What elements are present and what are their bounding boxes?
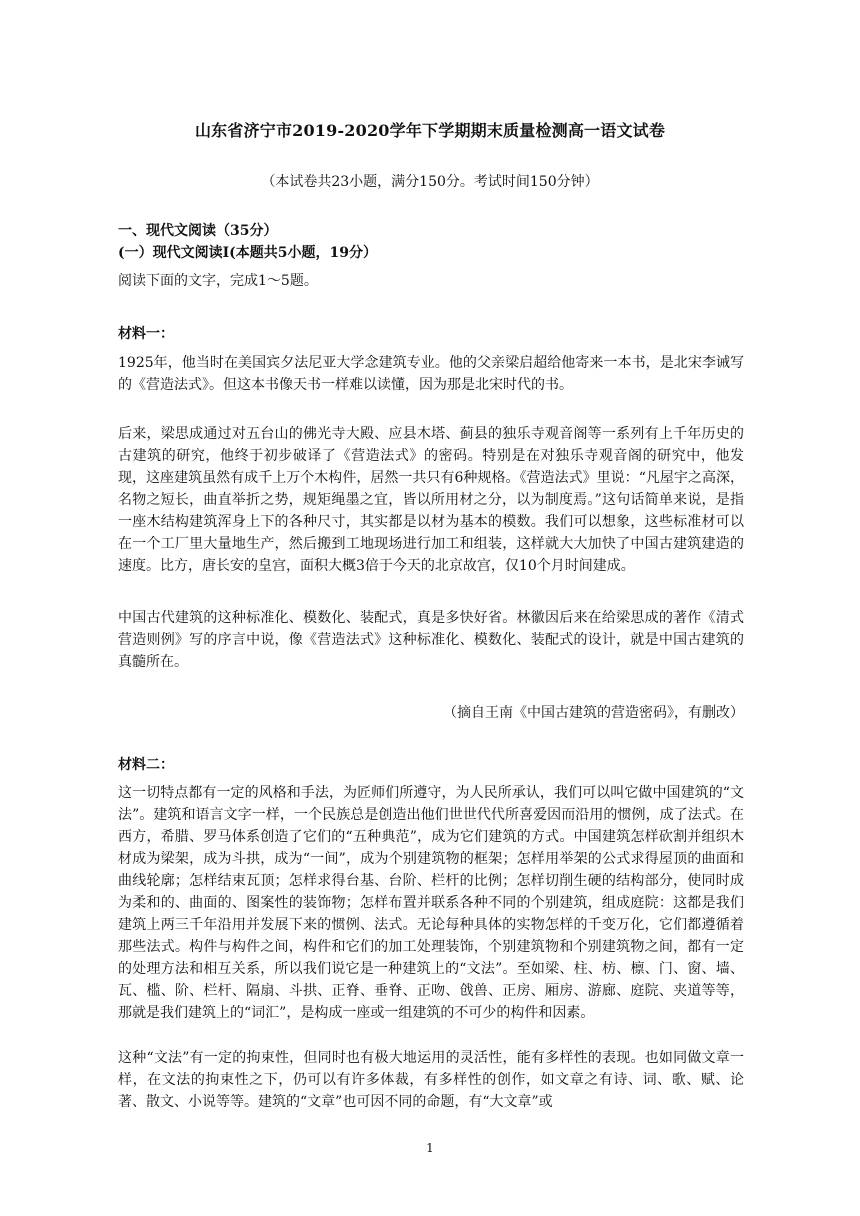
- material-two-paragraph: 这种“文法”有一定的拘束性，但同时也有极大地运用的灵活性，能有多样性的表现。也如同做文章一样，在文法的拘束性之下，仍可以有许多体裁，有多样性的创作，如文章之有诗、词、歌、赋、论著、散文、小说等等。建筑的“文章”也可因不同的命题，有“大文章”或: [118, 1050, 744, 1110]
- page-number: 1: [426, 1141, 434, 1155]
- instruction-text: 阅读下面的文字，完成1～5题。: [118, 273, 318, 289]
- material-one-paragraph: 中国古代建筑的这种标准化、模数化、装配式，真是多快好省。林徽因后来在给梁思成的著作《清式营造则例》写的序言中说，像《营造法式》这种标准化、模数化、装配式的设计，就是中国古建筑的真髓所在。: [118, 610, 744, 670]
- document-subtitle: （本试卷共23小题，满分150分。考试时间150分钟）: [261, 174, 599, 190]
- material-two-label: 材料二：: [118, 757, 174, 773]
- document-title: 山东省济宁市2019-2020学年下学期期末质量检测高一语文试卷: [194, 121, 666, 140]
- subsection-heading: (一）现代文阅读Ⅰ(本题共5小题，19分）: [118, 245, 378, 261]
- material-one-source: （摘自王南《中国古建筑的营造密码》，有删改）: [443, 705, 744, 721]
- material-two-paragraph: 这一切特点都有一定的风格和手法，为匠师们所遵守，为人民所承认，我们可以叫它做中国建筑的“文法”。建筑和语言文字一样，一个民族总是创造出他们世世代代所喜爱因而沿用的惯例，成了法式。在西方，希腊、罗马体系创造了它们的“五种典范”，成为它们建筑的方式。中国建筑怎样砍割并组织木材成为梁架，成为斗拱，成为“一间”，成为个别建筑物的框架；怎样用举架的公式求得屋顶的曲面和曲线轮廓；怎样结束瓦顶；怎样求得台基、台阶、栏杆的比例；怎样切削生硬的结构部分，使同时成为柔和的、曲面的、图案性的装饰物；怎样布置并联系各种不同的个别建筑，组成庭院：这都是我们建筑上两三千年沿用并发展下来的惯例、法式。无论每种具体的实物怎样的千变万化，它们都遵循着那些法式。构件与构件之间，构件和它们的加工处理装饰，个别建筑物和个别建筑物之间，都有一定的处理方法和相互关系，所以我们说它是一种建筑上的“文法”。至如梁、柱、枋、檩、门、窗、墙、瓦、槛、阶、栏杆、隔扇、斗拱、正脊、垂脊、正吻、戗兽、正房、厢房、游廊、庭院、夹道等等，那就是我们建筑上的“词汇”，是构成一座或一组建筑的不可少的构件和因素。: [118, 785, 744, 1021]
- material-one-paragraph: 后来，梁思成通过对五台山的佛光寺大殿、应县木塔、蓟县的独乐寺观音阁等一系列有上千年历史的古建筑的研究，他终于初步破译了《营造法式》的密码。特别是在对独乐寺观音阁的研究中，他发现，这座建筑虽然有成千上万个木构件，居然一共只有6种规格。《营造法式》里说：“凡屋宇之高深，名物之短长，曲直举折之势，规矩绳墨之宜，皆以所用材之分，以为制度焉。”这句话简单来说，是指一座木结构建筑浑身上下的各种尺寸，其实都是以材为基本的模数。我们可以想象，这些标准材可以在一个工厂里大量地生产，然后搬到工地现场进行加工和组装，这样就大大加快了中国古建筑建造的速度。比方，唐长安的皇宫，面积大概3倍于今天的北京故宫，仅10个月时间建成。: [118, 426, 744, 574]
- section-heading: 一、现代文阅读（35分）: [118, 223, 278, 239]
- material-one-label: 材料一：: [118, 326, 174, 342]
- material-one-paragraph: 1925年，他当时在美国宾夕法尼亚大学念建筑专业。他的父亲梁启超给他寄来一本书，是北宋李诫写的《营造法式》。但这本书像天书一样难以读懂，因为那是北宋时代的书。: [118, 355, 744, 393]
